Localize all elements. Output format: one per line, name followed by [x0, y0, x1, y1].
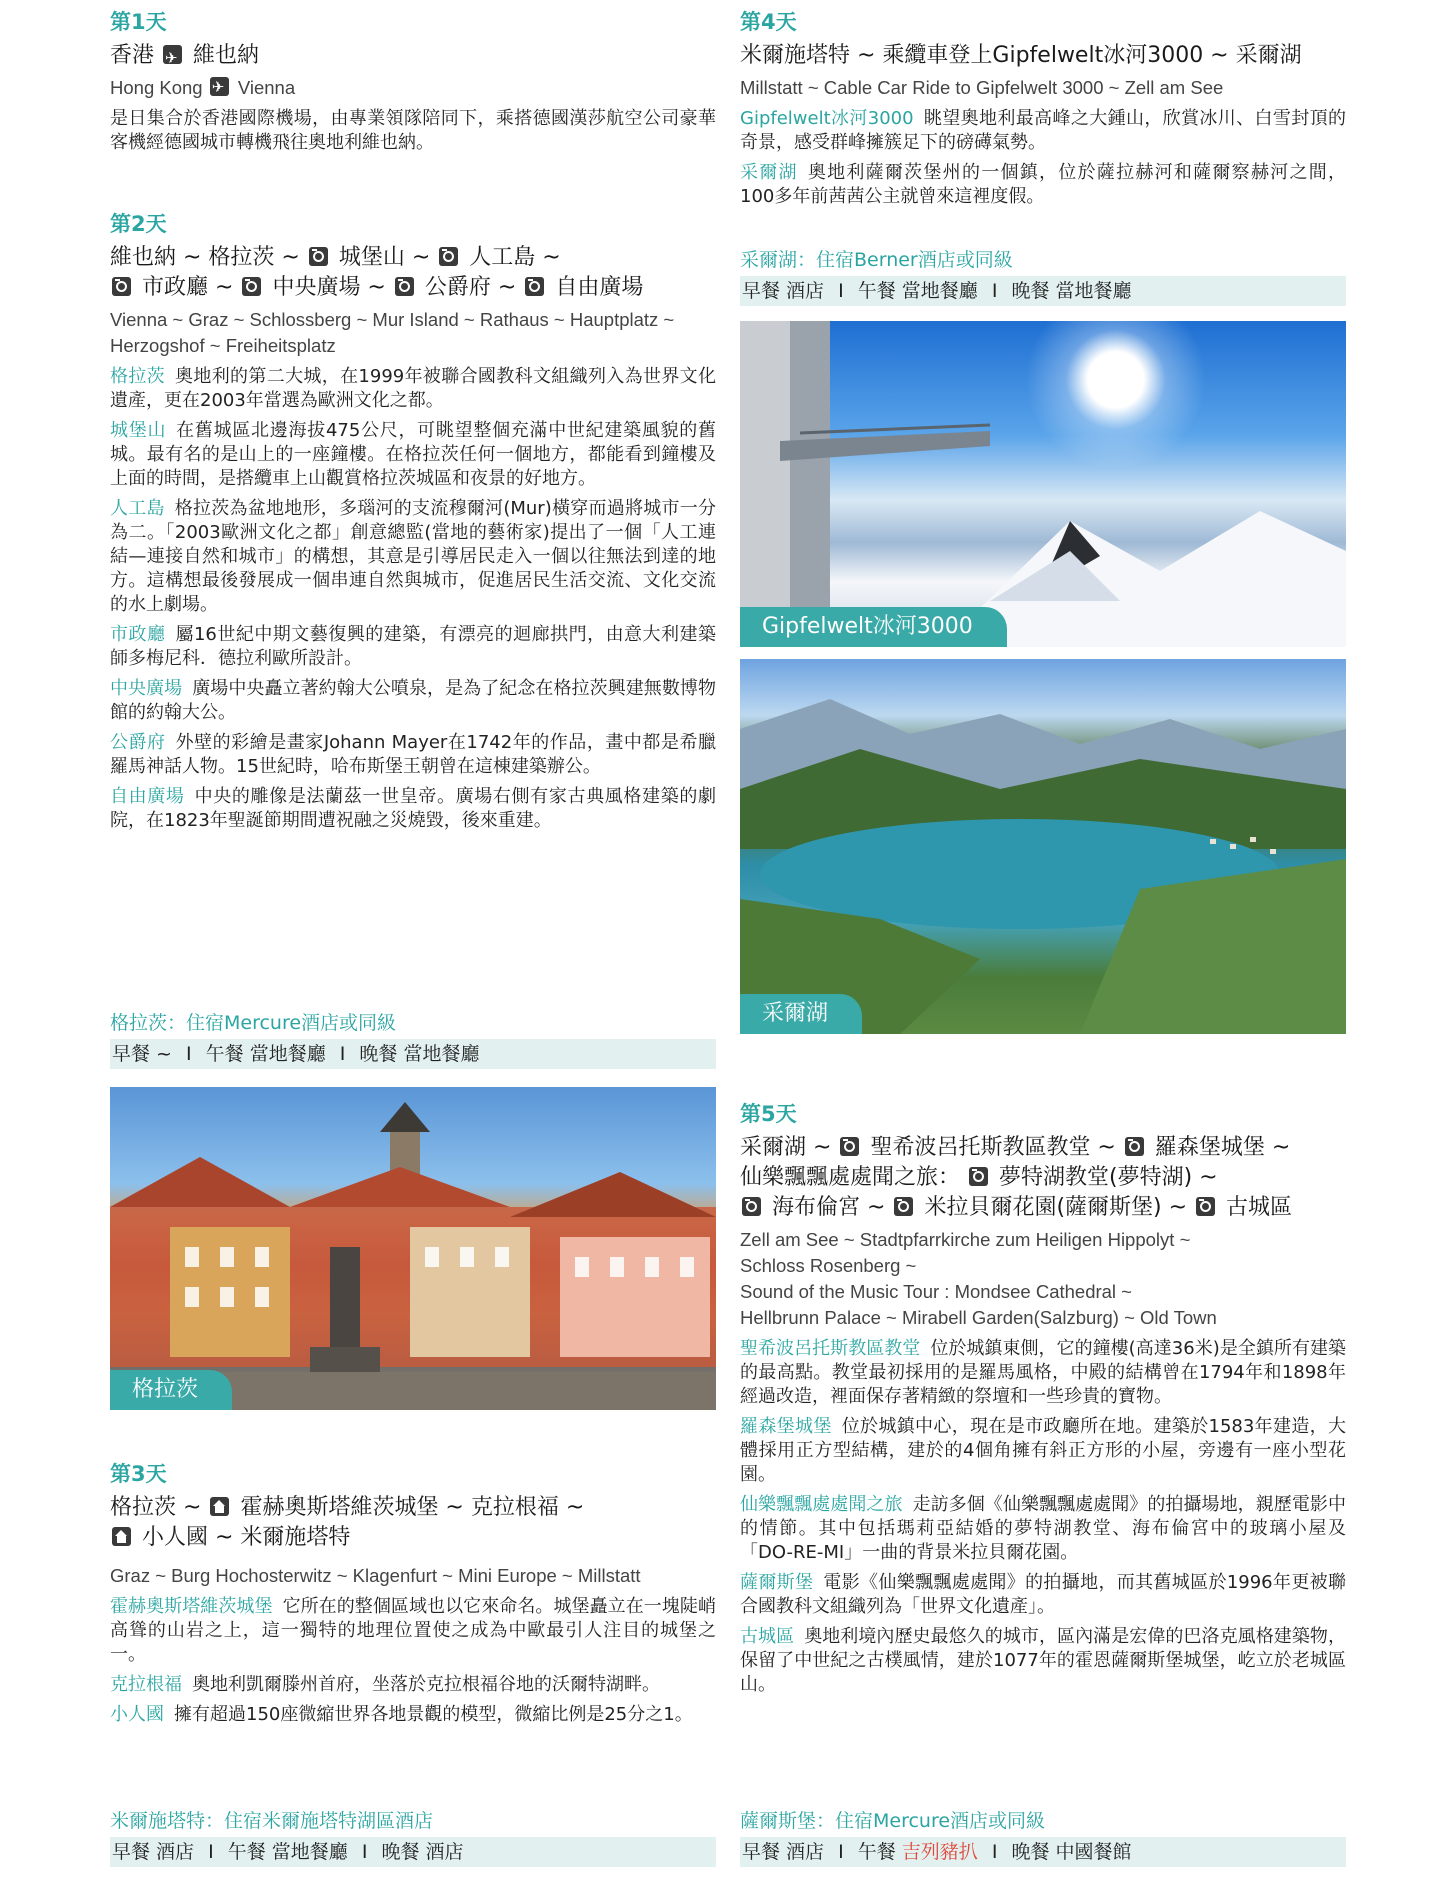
day4-route: 米爾施塔特 ~ 乘纜車登上Gipfelwelt冰河3000 ~ 采爾湖 [740, 43, 1302, 69]
day3-route-part: 小人國 ~ 米爾施塔特 [142, 1525, 351, 1551]
meal-breakfast: 早餐 ~ [112, 1042, 172, 1065]
graz-photo-caption: 格拉茨 [110, 1370, 232, 1410]
day5-stay: 薩爾斯堡：住宿Mercure酒店或同級 [740, 1810, 1046, 1832]
day2-item [110, 365, 716, 413]
day2-route-line2 [110, 273, 716, 303]
day2-route-part: 市政廳 ~ [142, 275, 234, 301]
meal-lunch-special: 吉列豬扒 [901, 1840, 978, 1863]
day5-route-en-line: Sound of the Music Tour : Mondsee Cathedral ~ [740, 1281, 1132, 1303]
day5-item-name: 薩爾斯堡 [740, 1572, 814, 1594]
day3-item-name: 霍赫奧斯塔維茨城堡 [110, 1596, 273, 1618]
graz-illustration [110, 1087, 716, 1410]
day5-item-name: 羅森堡城堡 [740, 1416, 832, 1438]
day2-route-part: 城堡山 ~ [338, 245, 431, 271]
day3-section [110, 1462, 716, 1733]
day1-label: 第1天 [110, 10, 167, 34]
day5-route-line3 [740, 1193, 1346, 1223]
day2-item-name: 公爵府 [110, 732, 166, 754]
day4-section [740, 10, 1346, 215]
day2-item-name: 市政廳 [110, 624, 166, 646]
gipfelwelt-photo-caption: Gipfelwelt冰河3000 [740, 607, 1007, 647]
gipfelwelt-photo [740, 321, 1346, 647]
meal-breakfast: 早餐 酒店 [112, 1840, 195, 1863]
day5-item-text: 位於城鎮中心，現在是市政廳所在地。建築於1583年建造，大體採用正方型結構，建於的4個角擁有斜正方形的小屋，旁邊有一座小型花園。 [740, 1416, 1346, 1486]
day5-item [740, 1337, 1346, 1409]
day3-label: 第3天 [110, 1462, 167, 1486]
day2-route-en: Vienna ~ Graz ~ Schlossberg ~ Mur Island ~ Rathaus ~ Hauptplatz ~ Herzogshof ~ Freiheitsplatz [110, 309, 675, 357]
zell-am-see-photo-caption: 采爾湖 [740, 994, 862, 1034]
day2-item-text: 奧地利的第二大城，在1999年被聯合國教科文組織列入為世界文化遺產，更在2003年當選為歐洲文化之都。 [110, 366, 717, 412]
meal-dinner: 晚餐 當地餐廳 [359, 1042, 480, 1065]
day3-item [110, 1673, 716, 1697]
day5-item-name: 仙樂飄飄處處聞之旅 [740, 1494, 903, 1516]
day5-item-text: 電影《仙樂飄飄處處聞》的拍攝地，而其舊城區於1996年更被聯合國教科文組織列為「世界文化遺產」。 [740, 1572, 1346, 1618]
day2-item-name: 中央廣場 [110, 678, 183, 700]
day4-label: 第4天 [740, 10, 797, 34]
day5-route-part: 夢特湖教堂(夢特湖) ~ [999, 1165, 1218, 1191]
day4-item [740, 107, 1346, 155]
day5-item [740, 1415, 1346, 1487]
day4-stay: 采爾湖：住宿Berner酒店或同級 [740, 249, 1013, 271]
day2-item-name: 格拉茨 [110, 366, 166, 388]
day1-route-from: 香港 [110, 43, 155, 69]
day2-item-text: 外壁的彩繪是畫家Johann Mayer在1742年的作品，畫中都是希臘羅馬神話人物。15世紀時，哈布斯堡王朝曾在這棟建築辦公。 [110, 732, 717, 778]
day1-route-en [110, 75, 716, 101]
day5-route-part: 米拉貝爾花園(薩爾斯堡) ~ [924, 1195, 1188, 1221]
day1-en-to: Vienna [237, 77, 296, 99]
meal-separator: I [361, 1840, 368, 1863]
meal-dinner: 晚餐 酒店 [381, 1840, 464, 1863]
camera-icon [309, 247, 328, 266]
day5-stay-block [740, 1810, 1346, 1867]
meal-separator: I [991, 279, 998, 302]
camera-icon [112, 277, 131, 296]
day1-en-from: Hong Kong [110, 77, 203, 99]
day3-item [110, 1703, 716, 1727]
day4-route-en: Millstatt ~ Cable Car Ride to Gipfelwelt 3000 ~ Zell am See [740, 77, 1224, 99]
day5-route-en [740, 1227, 1346, 1331]
day5-label: 第5天 [740, 1102, 797, 1126]
day2-item-name: 城堡山 [110, 420, 167, 442]
day3-route-line1 [110, 1493, 716, 1523]
day3-route-en: Graz ~ Burg Hochosterwitz ~ Klagenfurt ~ Mini Europe ~ Millstatt [110, 1565, 641, 1587]
zell-am-see-photo [740, 659, 1346, 1034]
day2-item [110, 419, 716, 491]
day2-item [110, 623, 716, 671]
day5-route-part: 仙樂飄飄處處聞之旅： [740, 1165, 961, 1191]
day5-route-line2 [740, 1163, 1346, 1193]
day1-route [110, 41, 716, 71]
meal-breakfast: 早餐 酒店 [742, 1840, 825, 1863]
meal-breakfast: 早餐 酒店 [742, 279, 825, 302]
day5-route-part: 海布倫宮 ~ [772, 1195, 886, 1221]
camera-icon [1125, 1137, 1144, 1156]
day3-route-part: 格拉茨 ~ [110, 1495, 202, 1521]
day1-route-to: 維也納 [193, 43, 260, 69]
day5-item-name: 古城區 [740, 1626, 795, 1648]
day2-item-text: 中央的雕像是法蘭茲一世皇帝。廣場右側有家古典風格建築的劇院，在1823年聖誕節期間遭祝融之災燒毀，後來重建。 [110, 786, 717, 832]
day2-meals [110, 1039, 716, 1069]
day5-route-part: 羅森堡城堡 ~ [1154, 1135, 1291, 1161]
day4-item-name: 采爾湖 [740, 162, 798, 184]
meal-separator: I [186, 1042, 192, 1065]
plane-icon [163, 45, 182, 64]
meal-dinner: 晚餐 當地餐廳 [1011, 279, 1132, 302]
day5-item [740, 1493, 1346, 1565]
meal-lunch: 午餐 當地餐廳 [227, 1840, 348, 1863]
meal-separator: I [208, 1840, 214, 1863]
day2-route-part: 維也納 ~ 格拉茨 ~ [110, 245, 300, 271]
day2-item [110, 497, 716, 617]
day2-item-text: 在舊城區北邊海拔475公尺，可眺望整個充滿中世紀建築風貌的舊城。最有名的是山上的一座鐘樓。在格拉茨任何一個地方，都能看到鐘樓及上面的時間，是搭纜車上山觀賞格拉茨城區和夜景的好地方。 [110, 420, 717, 490]
day3-meals [110, 1837, 716, 1867]
camera-icon [395, 277, 414, 296]
meal-separator: I [838, 279, 844, 302]
day2-section [110, 212, 716, 839]
day3-stay: 米爾施塔特：住宿米爾施塔特湖區酒店 [110, 1810, 434, 1832]
camera-icon [894, 1197, 913, 1216]
day3-route-line2 [110, 1523, 716, 1553]
day3-item-name: 克拉根福 [110, 1674, 182, 1696]
day5-item-name: 聖希波呂托斯教區教堂 [740, 1338, 921, 1360]
meal-dinner: 晚餐 中國餐館 [1011, 1840, 1132, 1863]
house-icon [210, 1497, 229, 1516]
plane-icon [210, 77, 229, 96]
day2-item [110, 731, 716, 779]
day5-route-en-line: Hellbrunn Palace ~ Mirabell Garden(Salzburg) ~ Old Town [740, 1307, 1217, 1329]
meal-separator: I [339, 1042, 346, 1065]
meal-separator: I [991, 1840, 998, 1863]
meal-lunch: 午餐 當地餐廳 [857, 279, 978, 302]
day3-item-name: 小人國 [110, 1704, 164, 1726]
day3-item-text: 擁有超過150座微縮世界各地景觀的模型，微縮比例是25分之1。 [174, 1704, 693, 1726]
day4-item-name: Gipfelwelt冰河3000 [740, 108, 914, 130]
day5-item [740, 1571, 1346, 1619]
day5-item [740, 1625, 1346, 1697]
camera-icon [840, 1137, 859, 1156]
day3-item-text: 奧地利凱爾滕州首府，坐落於克拉根福谷地的沃爾特湖畔。 [192, 1674, 660, 1696]
day2-route-part: 自由廣場 [555, 275, 644, 301]
day2-item-text: 屬16世紀中期文藝復興的建築，有漂亮的迴廊拱門，由意大利建築師多梅尼科．德拉利歐所設計。 [110, 624, 717, 670]
day4-item-text: 眺望奧地利最高峰之大鍾山，欣賞冰川、白雪封頂的奇景，感受群峰擁簇足下的磅礡氣勢。 [740, 108, 1347, 154]
day2-item-text: 格拉茨為盆地地形，多瑙河的支流穆爾河(Mur)橫穿而過將城市一分為二。「2003歐洲文化之都」創意總監(當地的藝術家)提出了一個「人工連結—連接自然和城市」的構想，其意是引導居民走入一個以往無法到達的地方。這構想最後發展成一個串連自然與城市，促進居民生活交流、文化交流的水上劇場。 [110, 498, 716, 616]
meal-separator: I [838, 1840, 844, 1863]
camera-icon [742, 1197, 761, 1216]
camera-icon [439, 247, 458, 266]
day2-route-part: 公爵府 ~ [424, 275, 517, 301]
camera-icon [969, 1167, 988, 1186]
day5-route-en-line: Schloss Rosenberg ~ [740, 1255, 917, 1277]
day2-stay-block [110, 1012, 716, 1069]
day2-item [110, 677, 716, 725]
day2-item [110, 785, 716, 833]
day4-item-text: 奧地利薩爾茨堡州的一個鎮，位於薩拉赫河和薩爾察赫河之間， 100多年前茜茜公主就曾來這裡度假。 [740, 162, 1347, 208]
day5-route-line1 [740, 1133, 1346, 1163]
meal-lunch: 午餐 當地餐廳 [205, 1042, 326, 1065]
zell-am-see-illustration [740, 659, 1346, 1034]
camera-icon [525, 277, 544, 296]
day5-route-part: 采爾湖 ~ [740, 1135, 832, 1161]
day5-section [740, 1102, 1346, 1703]
house-icon [112, 1527, 131, 1546]
day2-item-name: 人工島 [110, 498, 165, 520]
day4-stay-block [740, 249, 1346, 306]
day2-route-line1 [110, 243, 716, 273]
day4-item [740, 161, 1346, 209]
day5-route-part: 聖希波呂托斯教區教堂 ~ [870, 1135, 1116, 1161]
day2-route-part: 中央廣場 ~ [272, 275, 386, 301]
graz-photo [110, 1087, 716, 1410]
day2-label: 第2天 [110, 212, 167, 236]
day5-meals [740, 1837, 1346, 1867]
day4-meals [740, 276, 1346, 306]
camera-icon [1196, 1197, 1215, 1216]
day5-route-en-line: Zell am See ~ Stadtpfarrkirche zum Heiligen Hippolyt ~ [740, 1229, 1191, 1251]
day2-route-part: 人工島 ~ [469, 245, 561, 271]
meal-lunch: 午餐 [857, 1840, 902, 1863]
day2-item-text: 廣場中央矗立著約翰大公噴泉，是為了紀念在格拉茨興建無數博物館的約翰大公。 [110, 678, 716, 724]
gipfelwelt-illustration [740, 321, 1346, 647]
day5-route-part: 古城區 [1226, 1195, 1293, 1221]
day3-route-part: 霍赫奧斯塔維茨城堡 ~ 克拉根福 ~ [240, 1495, 585, 1521]
day3-stay-block [110, 1810, 716, 1867]
day2-item-name: 自由廣場 [110, 786, 185, 808]
day5-item-text: 走訪多個《仙樂飄飄處處聞》的拍攝場地，親歷電影中的情節。其中包括瑪莉亞結婚的夢特湖教堂、海布倫宮中的玻璃小屋及「DO-RE-MI」一曲的背景米拉貝爾花園。 [740, 1494, 1346, 1564]
day1-description: 是日集合於香港國際機場，由專業領隊陪同下，乘搭德國漢莎航空公司豪華客機經德國城市轉機飛往奧地利維也納。 [110, 108, 716, 154]
day2-stay: 格拉茨：住宿Mercure酒店或同級 [110, 1012, 397, 1034]
day1-section [110, 10, 716, 161]
day3-item [110, 1595, 716, 1667]
day5-item-text: 奧地利境內歷史最悠久的城市，區內滿是宏偉的巴洛克風格建築物，保留了中世紀之古樸風情，建於1077年的霍恩薩爾斯堡城堡，屹立於老城區山。 [740, 1626, 1346, 1696]
camera-icon [242, 277, 261, 296]
day3-item-text: 它所在的整個區域也以它來命名。城堡矗立在一塊陡峭高聳的山岩之上，這一獨特的地理位置使之成為中歐最引人注目的城堡之一。 [110, 1596, 716, 1666]
day5-item-text: 位於城鎮東側，它的鐘樓(高達36米)是全鎮所有建築的最高點。教堂最初採用的是羅馬風格，中殿的結構曾在1794年和1898年經過改造，裡面保存著精緻的祭壇和一些珍貴的寶物。 [740, 1338, 1347, 1408]
